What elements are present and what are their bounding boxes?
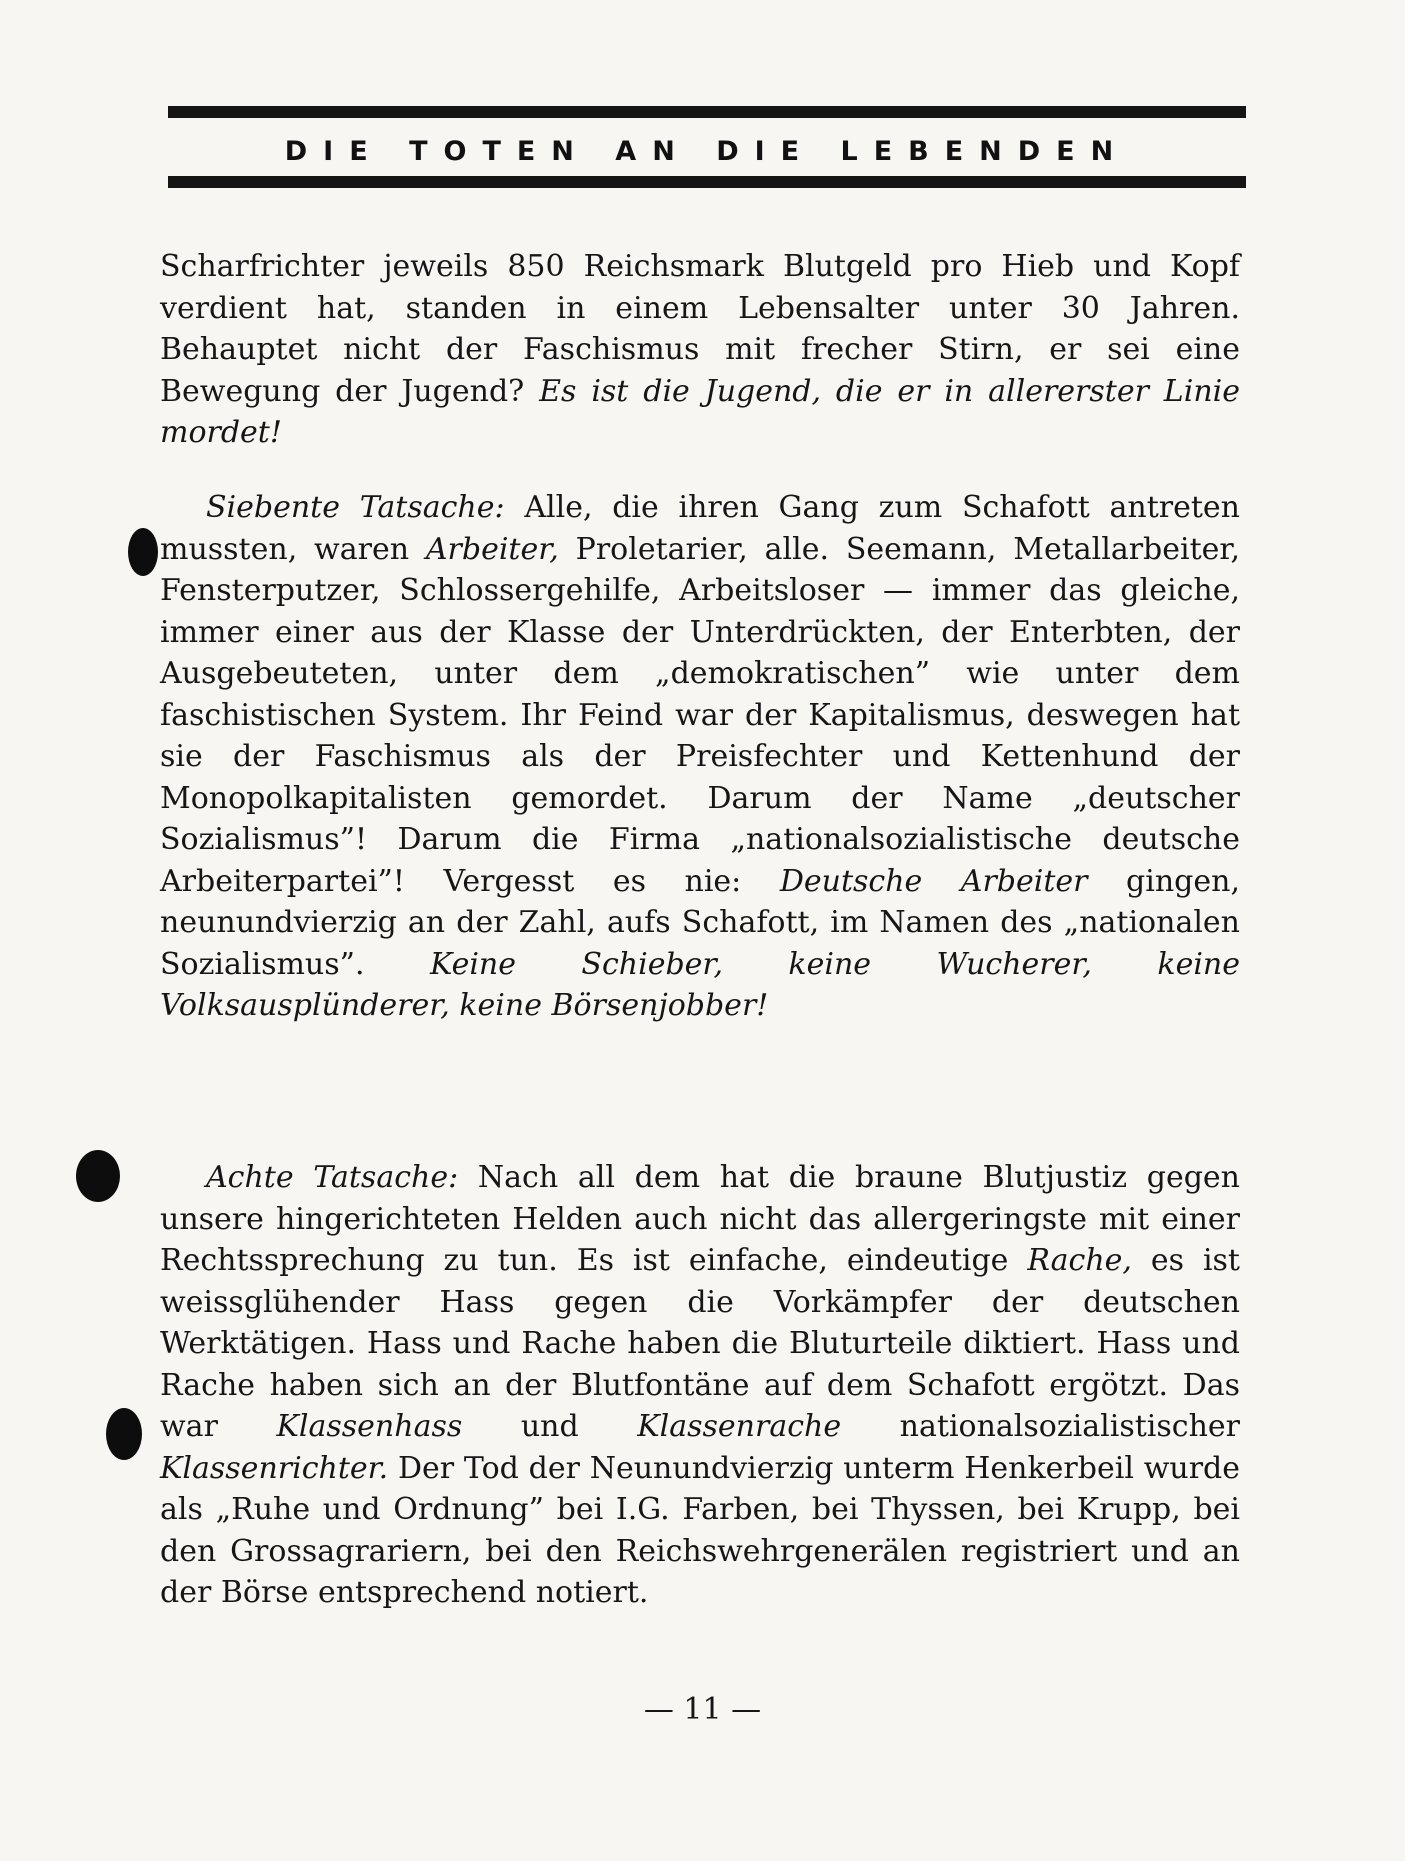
paragraph-2-emphasis-3: Keine Schieber, keine Wucherer, keine Volksausplünderer, keine Börsenjobber! bbox=[160, 946, 1241, 1023]
paragraph-3-emphasis-3: Klassenrache bbox=[637, 1409, 842, 1444]
header-rule-top bbox=[168, 106, 1246, 118]
paragraph-2-lead: Siebente Tatsache: bbox=[206, 490, 505, 525]
paragraph-3 bbox=[160, 1157, 1240, 1614]
paragraph-3-emphasis-4: Klassenrichter. bbox=[160, 1450, 389, 1486]
paragraph-3-text-3: und bbox=[462, 1409, 638, 1444]
running-header: DIE TOTEN AN DIE LEBENDEN bbox=[284, 136, 1130, 167]
paragraph-2 bbox=[160, 487, 1240, 1027]
page-number: — 11 — bbox=[643, 1692, 762, 1727]
punch-hole-mark bbox=[128, 528, 158, 576]
paragraph-2-text-2: Proletarier, alle. Seemann, Metallarbeiter, Fensterputzer, Schlossergehilfe, Arbeitsloser — immer das gleiche, immer einer aus der Klasse der Unterdrückten, der Enterbten, der Ausgebeuteten, unter dem „demokratischen” wie unter dem faschistischen System. Ihr Feind war der Kapitalismus, deswegen hat sie der Faschismus als der Preisfechter und Kettenhund der Monopolkapitalisten gemordet. Darum der Name „deutscher Sozialismus”! Darum die Firma „nationalsozialistische deutsche Arbeiterpartei”! Vergesst es nie: bbox=[160, 531, 1240, 899]
paragraph-3-text-2: es ist weissglühender Hass gegen die Vorkämpfer der deutschen Werktätigen. Hass und Rache haben die Bluturteile diktiert. Hass und Rache haben sich an der Blutfontäne auf dem Schafott ergötzt. Das war bbox=[160, 1243, 1240, 1444]
punch-hole-mark bbox=[106, 1408, 142, 1460]
paragraph-2-emphasis-1: Arbeiter, bbox=[425, 531, 559, 567]
paragraph-3-emphasis-1: Rache, bbox=[1027, 1243, 1132, 1278]
paragraph-2-text-1: Alle, die ihren Gang zum Schafott antreten mussten, waren bbox=[160, 490, 1240, 567]
paragraph-3-lead: Achte Tatsache: bbox=[206, 1160, 459, 1195]
punch-hole-mark bbox=[76, 1150, 120, 1202]
paragraph-3-text-5: Der Tod der Neunundvierzig unterm Henkerbeil wurde als „Ruhe und Ordnung” bei I.G. Farben, bei Thyssen, bei Krupp, bei den Grossagrariern, bei den Reichswehrgenerälen registriert und an der Börse entsprechend notiert. bbox=[160, 1450, 1240, 1610]
paragraph-1-emphasis: Es ist die Jugend, die er in allererster Linie mordet! bbox=[160, 373, 1240, 450]
paragraph-3-emphasis-2: Klassenhass bbox=[276, 1409, 463, 1444]
paragraph-3-text-1: Nach all dem hat die braune Blutjustiz gegen unsere hingerichteten Helden auch nicht das allergeringste mit einer Rechtssprechung zu tun. Es ist einfache, eindeutige bbox=[160, 1160, 1240, 1278]
paragraph-1-text: Scharfrichter jeweils 850 Reichsmark Blutgeld pro Hieb und Kopf verdient hat, standen in einem Lebensalter unter 30 Jahren. Behauptet nicht der Faschismus mit frecher Stirn, er sei eine Bewegung der Jugend? bbox=[160, 249, 1240, 409]
header-rule-bottom bbox=[168, 176, 1246, 188]
paragraph-1 bbox=[160, 246, 1240, 454]
paragraph-2-emphasis-2: Deutsche Arbeiter bbox=[779, 863, 1088, 899]
paragraph-3-text-4: nationalsozialistischer bbox=[841, 1409, 1240, 1444]
paragraph-2-text-3: gingen, neunundvierzig an der Zahl, aufs Schafott, im Namen des „nationalen Sozialismus”. bbox=[160, 863, 1240, 982]
